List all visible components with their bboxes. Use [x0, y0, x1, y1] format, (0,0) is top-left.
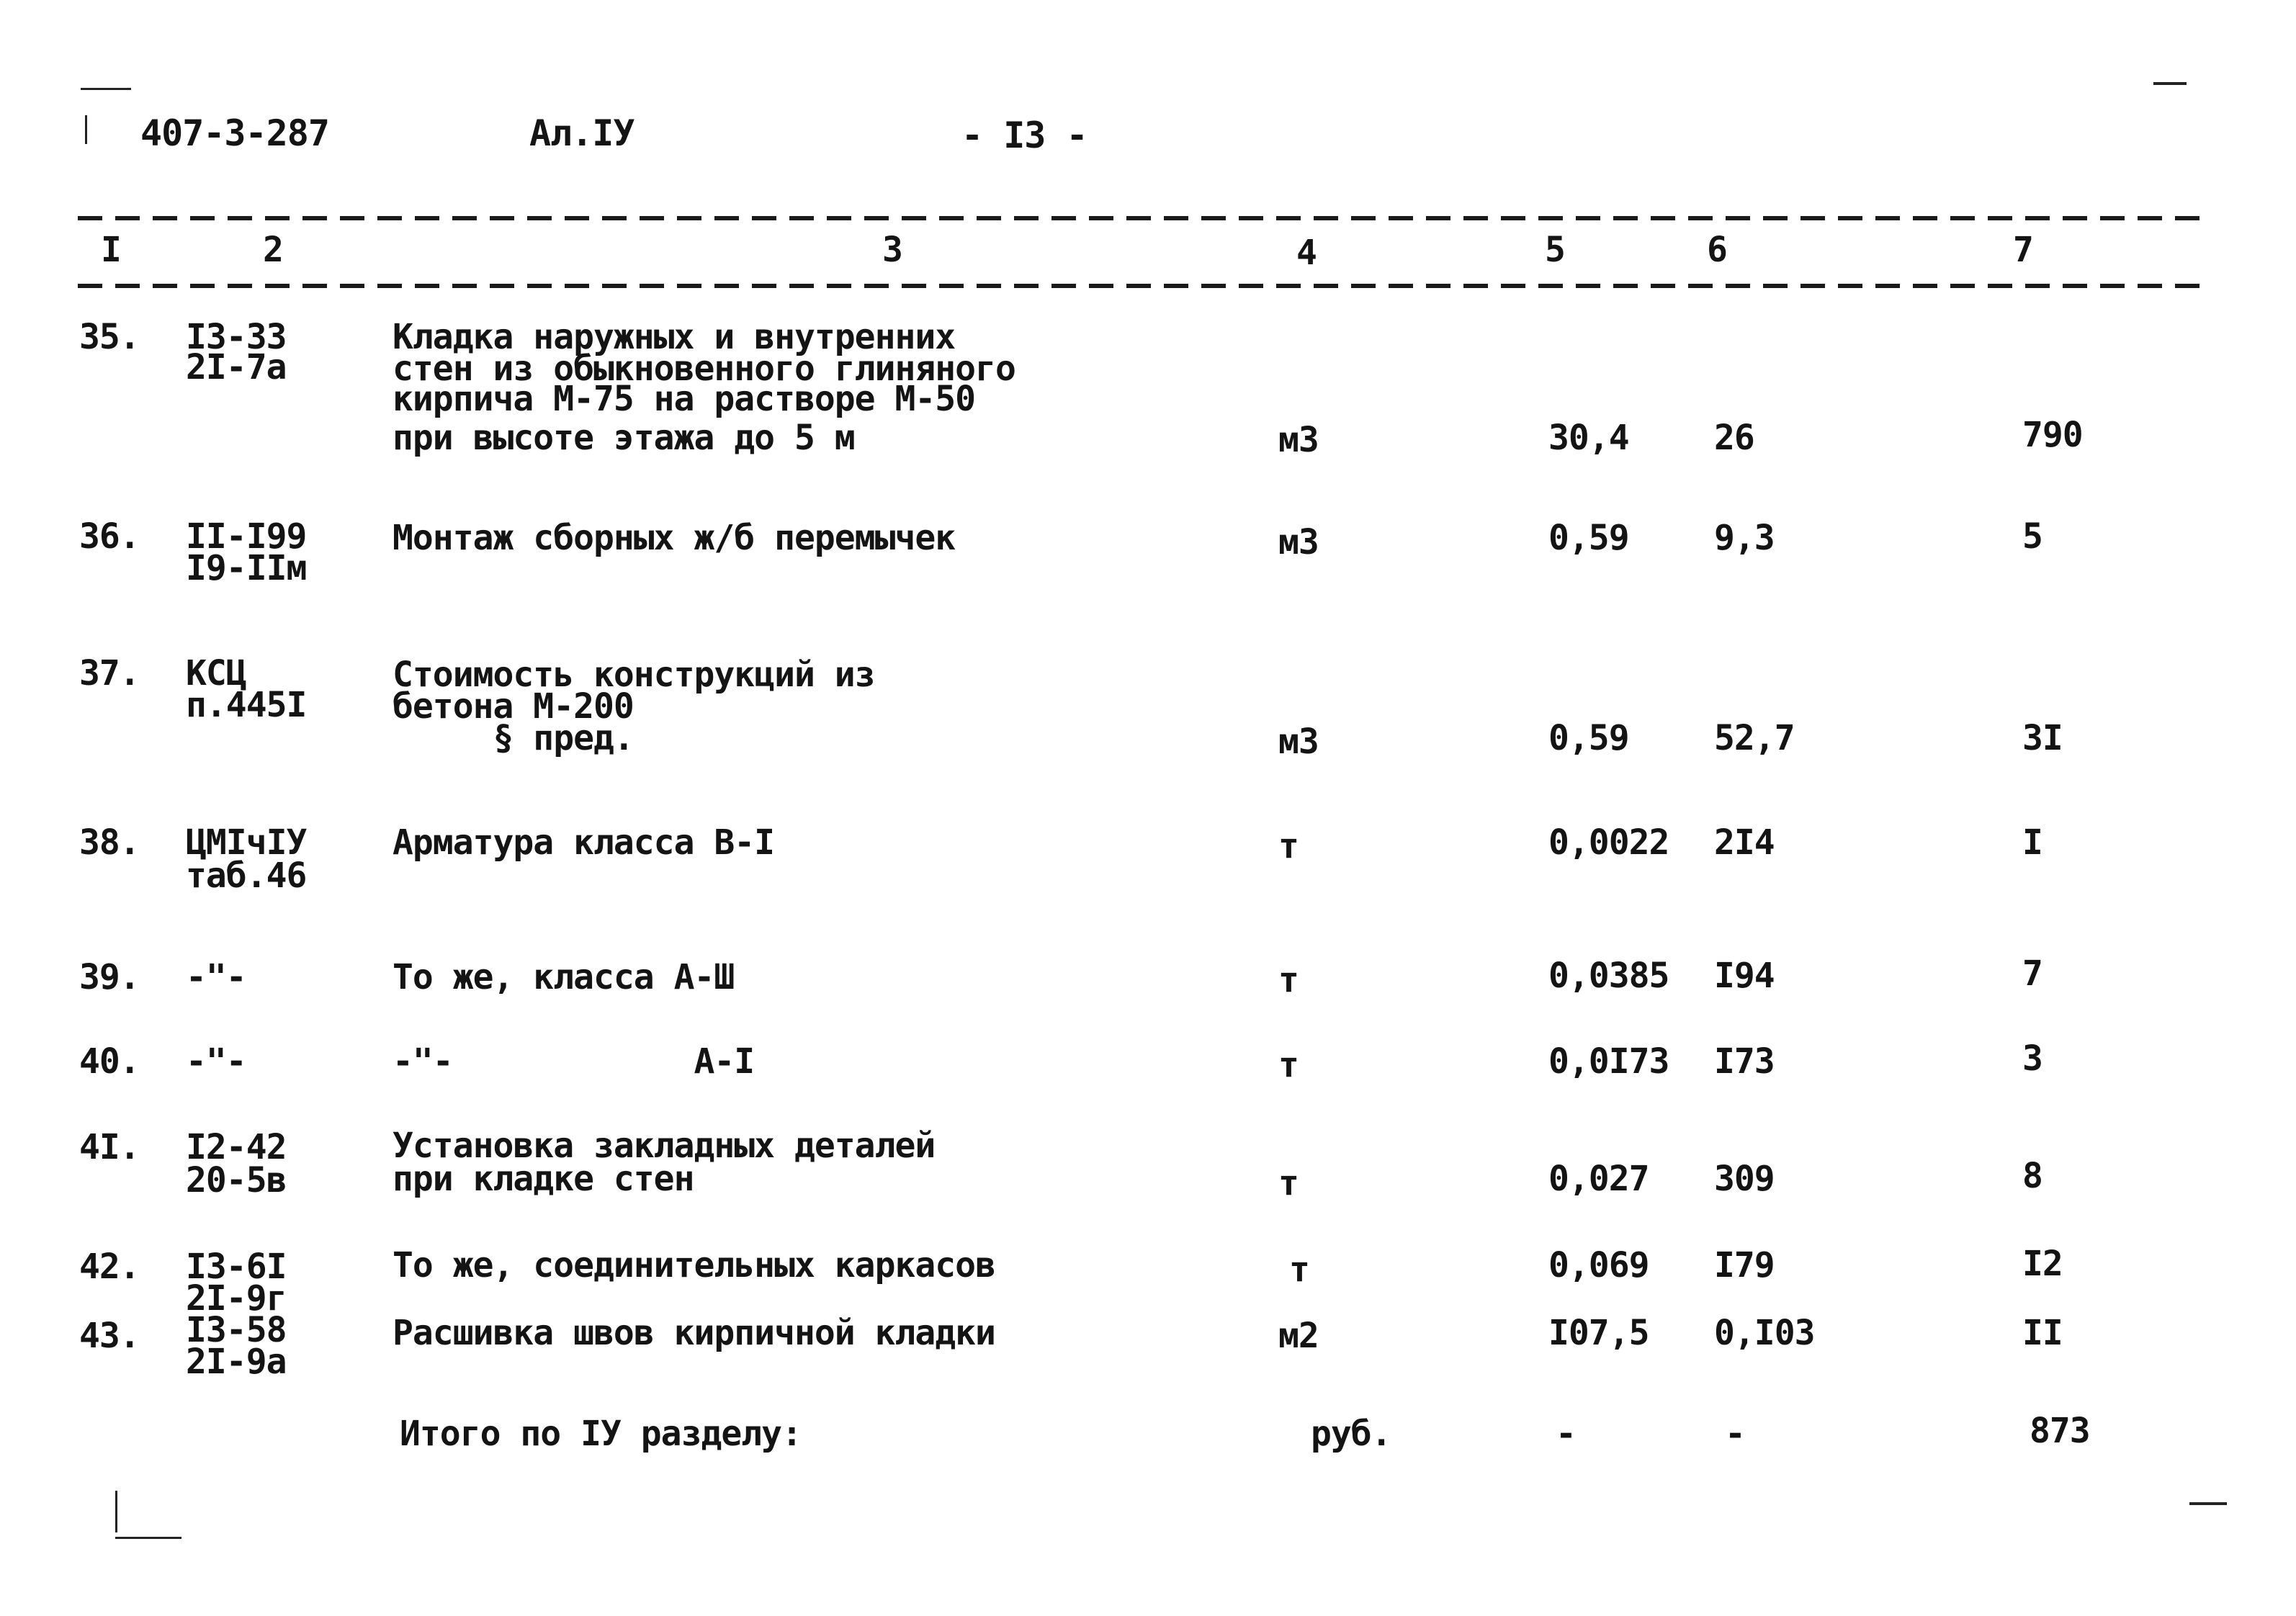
row-total: 790	[2022, 415, 2083, 455]
row-total: II	[2022, 1313, 2063, 1353]
row-unit: т	[1278, 1045, 1299, 1085]
row-number: 37.	[79, 653, 140, 693]
row-total: I	[2022, 822, 2042, 863]
row-unit: м2	[1278, 1316, 1319, 1356]
row-code-line: I3-58	[186, 1310, 287, 1350]
row-number: 42.	[79, 1247, 140, 1287]
row-quantity: 0,0385	[1548, 956, 1669, 996]
row-description-line: § пред.	[393, 718, 634, 758]
column-header-6: 6	[1707, 230, 1727, 270]
row-unit-price: I94	[1714, 956, 1775, 996]
row-quantity: I07,5	[1548, 1313, 1649, 1353]
row-code-line: II-I99	[186, 516, 307, 557]
row-quantity: 0,59	[1548, 718, 1629, 758]
row-total: 3I	[2022, 718, 2063, 758]
row-description-line: бетона М-200	[393, 686, 634, 727]
doc-code: 407-3-287	[140, 112, 329, 154]
row-description-line: Стоимость конструкций из	[393, 655, 875, 695]
row-description-line: Установка закладных деталей	[393, 1126, 936, 1166]
column-header-2: 2	[263, 230, 283, 270]
row-code-line: 2I-9г	[186, 1278, 287, 1319]
row-unit: т	[1289, 1249, 1309, 1290]
row-unit-price: 52,7	[1714, 718, 1795, 758]
row-description-line: Кладка наружных и внутренних	[393, 317, 956, 357]
row-total: 3	[2022, 1038, 2042, 1079]
row-unit-price: 309	[1714, 1159, 1775, 1199]
row-description-line: Арматура класса В-I	[393, 822, 775, 863]
row-code-line: п.445I	[186, 685, 307, 725]
row-unit-price: 2I4	[1714, 822, 1775, 863]
row-number: 39.	[79, 957, 140, 997]
row-number: 36.	[79, 516, 140, 557]
corner-mark-bottom-right	[2189, 1502, 2227, 1505]
row-code-line: -"-	[186, 1041, 246, 1082]
corner-mark-bottom-left-vertical	[115, 1491, 117, 1532]
row-code-line: 2I-9a	[186, 1342, 287, 1382]
corner-mark-bottom-left	[115, 1537, 181, 1539]
row-quantity: 30,4	[1548, 418, 1629, 458]
total-quantity: -	[1556, 1414, 1576, 1454]
row-description-line: стен из обыкновенного глиняного	[393, 349, 1015, 389]
column-header-4: 4	[1296, 233, 1317, 273]
header-top-rule	[78, 216, 2210, 220]
row-unit-price: I73	[1714, 1041, 1775, 1082]
column-header-3: 3	[882, 230, 902, 270]
row-code-line: таб.46	[186, 856, 307, 896]
row-code-line: 2I-7a	[186, 347, 287, 387]
row-quantity: 0,0I73	[1548, 1041, 1669, 1082]
row-code-line: I2-42	[186, 1127, 287, 1167]
album-label: Ал.IУ	[529, 112, 634, 154]
header-bottom-rule	[78, 284, 2210, 288]
row-description-line: -"- А-I	[393, 1041, 755, 1082]
row-description-line: Расшивка швов кирпичной кладки	[393, 1313, 995, 1353]
row-unit: м3	[1278, 722, 1319, 762]
corner-mark-top-right	[2153, 82, 2187, 85]
row-number: 4I.	[79, 1127, 140, 1167]
row-unit-price: 9,3	[1714, 518, 1775, 558]
row-code-line: I9-IIм	[186, 548, 307, 588]
row-quantity: 0,0022	[1548, 822, 1669, 863]
row-code-line: -"-	[186, 957, 246, 997]
row-code-line: I3-33	[186, 317, 287, 357]
total-unit: руб.	[1311, 1414, 1391, 1454]
row-code-line: 20-5в	[186, 1160, 287, 1200]
row-quantity: 0,069	[1548, 1245, 1649, 1285]
row-number: 40.	[79, 1041, 140, 1082]
row-quantity: 0,59	[1548, 518, 1629, 558]
row-unit-price: I79	[1714, 1245, 1775, 1285]
row-unit: т	[1278, 1163, 1299, 1203]
row-unit-price: 26	[1714, 418, 1754, 458]
row-description-line: при кладке стен	[393, 1159, 694, 1199]
row-description-line: То же, соединительных каркасов	[393, 1245, 995, 1285]
row-quantity: 0,027	[1548, 1159, 1649, 1199]
row-unit: т	[1278, 826, 1299, 866]
page-number: - I3 -	[961, 115, 1088, 156]
column-header-1: I	[101, 230, 121, 270]
row-description-line: Монтаж сборных ж/б перемычек	[393, 518, 956, 558]
total-unit-price: -	[1725, 1414, 1745, 1454]
row-unit: т	[1278, 960, 1299, 1000]
total-sum: 873	[2030, 1411, 2090, 1451]
row-description-line: при высоте этажа до 5 м	[393, 418, 855, 458]
row-number: 43.	[79, 1316, 140, 1356]
row-code-line: ЦМIчIУ	[186, 822, 307, 863]
row-total: 8	[2022, 1156, 2042, 1196]
corner-mark-top-left-vertical	[85, 115, 87, 144]
row-total: 5	[2022, 516, 2042, 557]
row-unit: м3	[1278, 522, 1319, 562]
row-unit-price: 0,I03	[1714, 1313, 1815, 1353]
row-total: I2	[2022, 1244, 2063, 1284]
corner-mark-top-left	[81, 88, 131, 90]
row-total: 7	[2022, 953, 2042, 994]
row-code-line: КСЦ	[186, 653, 246, 693]
row-number: 35.	[79, 317, 140, 357]
total-label: Итого по IУ разделу:	[400, 1414, 802, 1454]
column-header-5: 5	[1545, 230, 1565, 270]
row-number: 38.	[79, 822, 140, 863]
row-description-line: То же, класса А-Ш	[393, 957, 735, 997]
row-code-line: I3-6I	[186, 1247, 287, 1287]
column-header-7: 7	[2013, 230, 2033, 270]
row-description-line: кирпича М-75 на растворе М-50	[393, 379, 976, 419]
row-unit: м3	[1278, 420, 1319, 460]
